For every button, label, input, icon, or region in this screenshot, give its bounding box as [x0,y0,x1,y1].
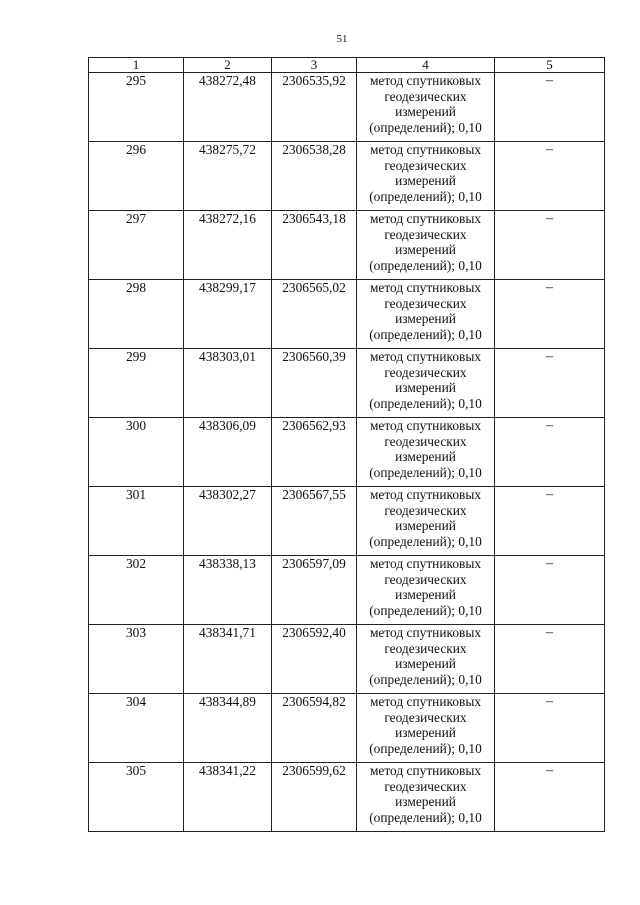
method-line: метод спутниковых [369,694,482,709]
y-coordinate-cell: 2306565,02 [272,280,357,349]
x-coordinate-cell: 438302,27 [184,487,272,556]
y-coordinate-cell: 2306597,09 [272,556,357,625]
note-cell: – [495,73,605,142]
y-coordinate-cell: 2306535,92 [272,73,357,142]
y-coordinate-cell: 2306592,40 [272,625,357,694]
method-line: геодезических [384,88,467,104]
method-line: измерений [395,380,456,396]
method-line: метод спутниковых [369,349,482,364]
method-cell [357,694,495,763]
y-coordinate-cell: 2306594,82 [272,694,357,763]
method-cell [357,280,495,349]
coordinates-table [88,57,605,832]
method-cell [357,418,495,487]
point-number-cell: 295 [89,73,184,142]
method-line: (определений); 0,10 [369,602,482,618]
note-cell: – [495,418,605,487]
x-coordinate-cell: 438272,16 [184,211,272,280]
method-line: метод спутниковых [369,418,482,433]
method-line: (определений); 0,10 [369,257,482,273]
method-line: (определений); 0,10 [369,740,482,756]
y-coordinate-cell: 2306599,62 [272,763,357,832]
method-line: геодезических [384,226,467,242]
x-coordinate-cell: 438306,09 [184,418,272,487]
y-coordinate-cell: 2306562,93 [272,418,357,487]
y-coordinate-cell: 2306543,18 [272,211,357,280]
point-number-cell: 298 [89,280,184,349]
note-cell: – [495,487,605,556]
method-line: измерений [395,656,456,672]
method-line: метод спутниковых [369,763,482,778]
method-line: метод спутниковых [369,487,482,502]
method-line: геодезических [384,709,467,725]
method-line: метод спутниковых [369,73,482,88]
method-line: измерений [395,104,456,120]
x-coordinate-cell: 438344,89 [184,694,272,763]
table-row [89,418,605,487]
method-line: метод спутниковых [369,280,482,295]
table-row [89,142,605,211]
method-line: метод спутниковых [369,625,482,640]
x-coordinate-cell: 438338,13 [184,556,272,625]
x-coordinate-cell: 438275,72 [184,142,272,211]
point-number-cell: 296 [89,142,184,211]
method-line: измерений [395,242,456,258]
method-line: измерений [395,173,456,189]
method-cell [357,763,495,832]
method-line: геодезических [384,433,467,449]
table-row [89,556,605,625]
point-number-cell: 302 [89,556,184,625]
note-cell: – [495,625,605,694]
method-line: (определений); 0,10 [369,464,482,480]
page-number: 51 [336,33,348,45]
y-coordinate-cell: 2306567,55 [272,487,357,556]
column-header-2: 2 [184,58,272,73]
y-coordinate-cell: 2306538,28 [272,142,357,211]
table-row [89,763,605,832]
note-cell: – [495,142,605,211]
method-line: метод спутниковых [369,211,482,226]
method-cell [357,556,495,625]
method-line: (определений); 0,10 [369,809,482,825]
method-line: геодезических [384,295,467,311]
method-cell [357,487,495,556]
note-cell: – [495,556,605,625]
note-cell: – [495,280,605,349]
x-coordinate-cell: 438272,48 [184,73,272,142]
method-line: геодезических [384,571,467,587]
method-line: измерений [395,587,456,603]
table-row [89,211,605,280]
note-cell: – [495,694,605,763]
point-number-cell: 299 [89,349,184,418]
note-cell: – [495,349,605,418]
table-row [89,694,605,763]
method-line: геодезических [384,364,467,380]
table-row [89,73,605,142]
point-number-cell: 301 [89,487,184,556]
x-coordinate-cell: 438341,22 [184,763,272,832]
method-line: (определений); 0,10 [369,671,482,687]
method-cell [357,349,495,418]
method-line: геодезических [384,778,467,794]
method-line: геодезических [384,157,467,173]
table-row [89,280,605,349]
point-number-cell: 300 [89,418,184,487]
column-header-1: 1 [89,58,184,73]
method-line: измерений [395,518,456,534]
method-line: измерений [395,794,456,810]
y-coordinate-cell: 2306560,39 [272,349,357,418]
note-cell: – [495,211,605,280]
method-line: метод спутниковых [369,556,482,571]
point-number-cell: 304 [89,694,184,763]
method-line: измерений [395,449,456,465]
x-coordinate-cell: 438341,71 [184,625,272,694]
method-line: геодезических [384,640,467,656]
column-header-4: 4 [357,58,495,73]
column-header-5: 5 [495,58,605,73]
method-line: измерений [395,311,456,327]
point-number-cell: 305 [89,763,184,832]
point-number-cell: 297 [89,211,184,280]
point-number-cell: 303 [89,625,184,694]
method-cell [357,73,495,142]
x-coordinate-cell: 438299,17 [184,280,272,349]
method-line: (определений); 0,10 [369,395,482,411]
method-cell [357,625,495,694]
method-line: (определений); 0,10 [369,326,482,342]
note-cell: – [495,763,605,832]
method-line: (определений); 0,10 [369,533,482,549]
table-header-row [89,58,605,73]
method-line: (определений); 0,10 [369,119,482,135]
table-row [89,625,605,694]
method-line: геодезических [384,502,467,518]
method-cell [357,142,495,211]
table-row [89,349,605,418]
method-line: метод спутниковых [369,142,482,157]
x-coordinate-cell: 438303,01 [184,349,272,418]
column-header-3: 3 [272,58,357,73]
method-line: измерений [395,725,456,741]
method-line: (определений); 0,10 [369,188,482,204]
method-cell [357,211,495,280]
table-row [89,487,605,556]
